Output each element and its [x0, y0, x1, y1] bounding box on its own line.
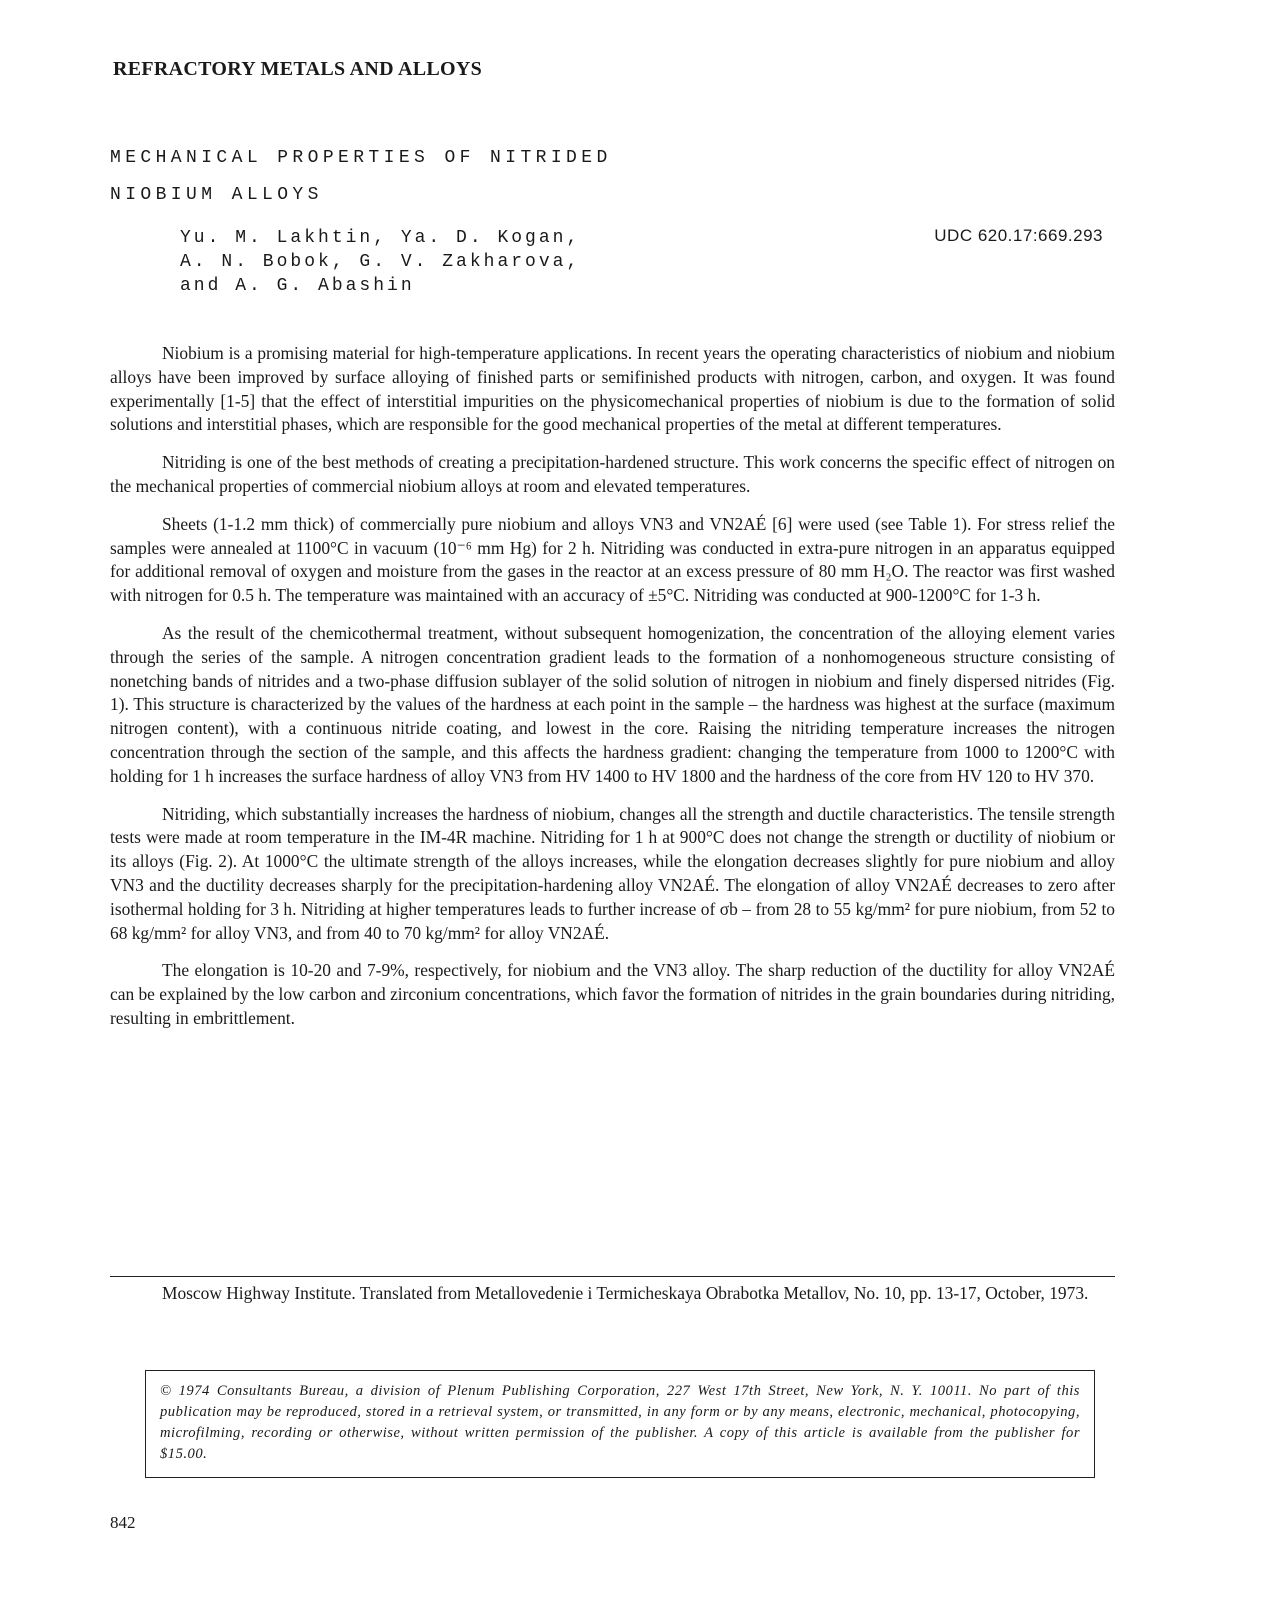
article-title — [110, 140, 612, 214]
authors-line-2: A. N. Bobok, G. V. Zakharova, — [180, 252, 581, 272]
udc-code: UDC 620.17:669.293 — [934, 226, 1103, 245]
copyright-text: © 1974 Consultants Bureau, a division of Plenum Publishing Corporation, 227 West 17th Street, New York, N. Y. 10011. No part of this publication may be reproduced, stored in a retrieval system, or transmitted, in any form or by any means, electronic, mechanical, photocopying, microfilming, recording or otherwise, without written permission of the publisher. A copy of this article is available from the publisher for $15.00. — [160, 1383, 1080, 1462]
article-body — [110, 342, 1115, 1045]
paragraph-3: Sheets (1-1.2 mm thick) of commercially pure niobium and alloys VN3 and VN2AÉ [6] were used (see Table 1). For stress relief the samples were annealed at 1100°C in vacuum (10⁻⁶ mm Hg) for 2 h. Nitriding was conducted in extra-pure nitrogen in an apparatus equipped for additional removal of oxygen and moisture from the gases in the reactor at an excess pressure of 80 mm H₂O. The reactor was first washed with nitrogen for 0.5 h. The temperature was maintained with an accuracy of ±5°C. Nitriding was conducted at 900-1200°C for 1-3 h. — [110, 513, 1115, 606]
paragraph-1: Niobium is a promising material for high-temperature applications. In recent years the operating characteristics of niobium and niobium alloys have been improved by surface alloying of finished parts or semifinished products with nitrogen, carbon, and oxygen. It was found experimentally [1-5] that the effect of interstitial impurities on the physicomechanical properties of niobium is due to the formation of solid solutions and interstitial phases, which are responsible for the good mechanical properties of the metal at different temperatures. — [110, 343, 1115, 435]
paragraph-2: Nitriding is one of the best methods of creating a precipitation-hardened structure. This work concerns the specific effect of nitrogen on the mechanical properties of commercial niobium alloys at room and elevated temperatures. — [110, 452, 1115, 496]
title-line-1: MECHANICAL PROPERTIES OF NITRIDED — [110, 148, 612, 168]
page-number: 842 — [110, 1513, 136, 1532]
paragraph-5: Nitriding, which substantially increases the hardness of niobium, changes all the strength and ductile characteristics. The tensile strength tests were made at room temperature in the IM-4R machine. Nitriding for 1 h at 900°C does not change the strength or ductility of niobium or its alloys (Fig. 2). At 1000°C the ultimate strength of the alloys increases, while the elongation decreases slightly for pure niobium and alloy VN3 and the ductility decreases sharply for the precipitation-hardening alloy VN2AÉ. The elongation of alloy VN2AÉ decreases to zero after isothermal holding for 3 h. Nitriding at higher temperatures leads to further increase of σb – from 28 to 55 kg/mm² for pure niobium, from 52 to 68 kg/mm² for alloy VN3, and from 40 to 70 kg/mm² for alloy VN2AÉ. — [110, 803, 1115, 943]
author-list — [180, 226, 580, 298]
copyright-box — [145, 1370, 1095, 1478]
authors-line-3: and A. G. Abashin — [180, 276, 415, 296]
title-line-2: NIOBIUM ALLOYS — [110, 185, 323, 205]
footnote-divider — [110, 1276, 1115, 1277]
paragraph-6: The elongation is 10-20 and 7-9%, respectively, for niobium and the VN3 alloy. The sharp reduction of the ductility for alloy VN2AÉ can be explained by the low carbon and zirconium concentrations, which favor the formation of nitrides in the grain boundaries during nitriding, resulting in embrittlement. — [110, 960, 1115, 1028]
section-header: REFRACTORY METALS AND ALLOYS — [113, 58, 483, 80]
paragraph-4: As the result of the chemicothermal treatment, without subsequent homogenization, the concentration of the alloying element varies through the series of the sample. A nitrogen concentration gradient leads to the formation of a nonhomogeneous structure consisting of nonetching bands of nitrides and a two-phase diffusion sublayer of the solid solution of nitrogen in niobium and finely dispersed nitrides (Fig. 1). This structure is characterized by the values of the hardness at each point in the sample – the hardness was highest at the surface (maximum nitrogen content), with a continuous nitride coating, and lowest in the core. Raising the nitriding temperature increases the nitrogen concentration through the section of the sample, and this affects the hardness gradient: changing the temperature from 1000 to 1200°C with holding for 1 h increases the surface hardness of alloy VN3 from HV 1400 to HV 1800 and the hardness of the core from HV 120 to HV 370. — [110, 622, 1115, 786]
footnote-text: Moscow Highway Institute. Translated from Metallovedenie i Termicheskaya Obrabotka Metallov, No. 10, pp. 13-17, October, 1973. — [162, 1283, 1089, 1303]
footnote — [110, 1281, 1115, 1305]
authors-line-1: Yu. M. Lakhtin, Ya. D. Kogan, — [180, 228, 581, 248]
